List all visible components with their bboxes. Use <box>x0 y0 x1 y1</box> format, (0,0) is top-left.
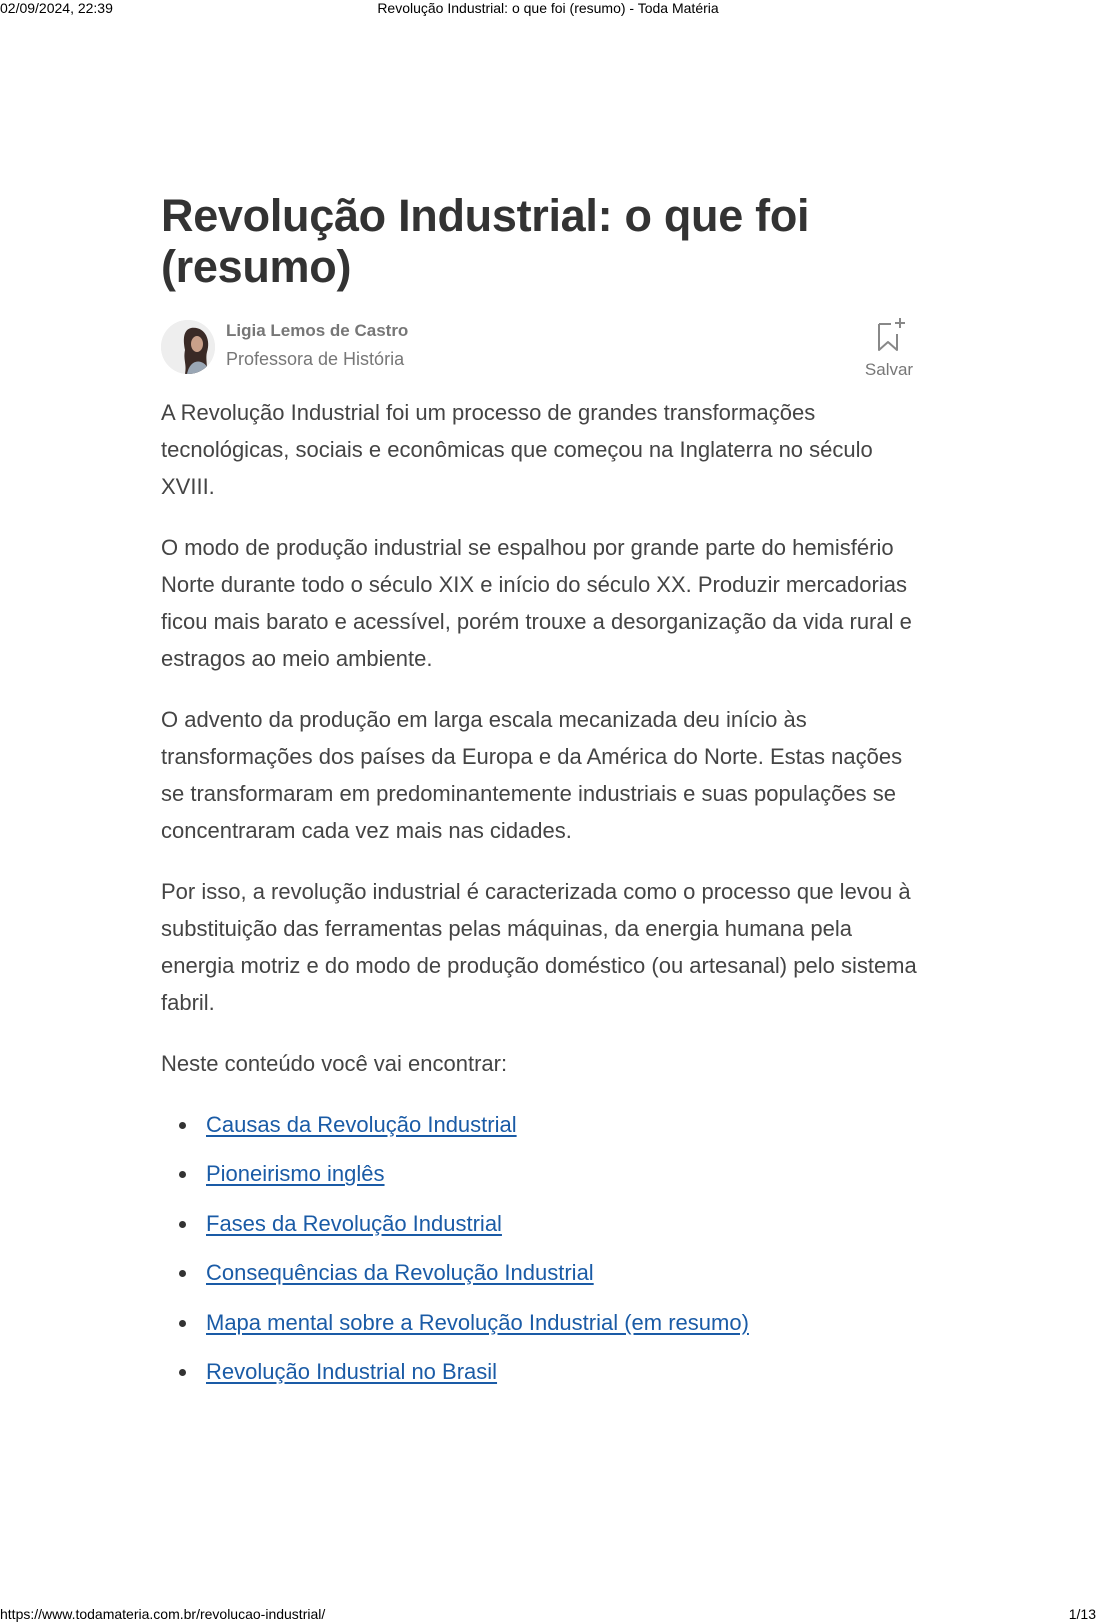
paragraph-2: O modo de produção industrial se espalhou por grande parte do hemisfério Norte durante todo o século XIX e início do século XX. Produzir mercadorias ficou mais barato e acessível, porém trouxe a desorganização da vida rural e estragos ao meio ambiente. <box>161 535 912 671</box>
toc-item <box>161 1155 921 1204</box>
toc-item <box>161 1254 921 1303</box>
print-datetime: 02/09/2024, 22:39 <box>0 0 113 16</box>
toc-link-causas[interactable]: Causas da Revolução Industrial <box>206 1112 517 1137</box>
article <box>161 190 921 1402</box>
bookmark-add-icon <box>857 314 921 354</box>
toc-item <box>161 1353 921 1402</box>
page-title-line-2: (resumo) <box>161 241 352 292</box>
avatar[interactable] <box>161 320 215 374</box>
toc-item <box>161 1106 921 1155</box>
toc-item <box>161 1304 921 1353</box>
author-info <box>226 320 408 372</box>
bullet-icon <box>179 1320 186 1327</box>
save-label: Salvar <box>864 360 914 379</box>
print-doc-title: Revolução Industrial: o que foi (resumo) - Toda Matéria <box>377 0 719 16</box>
toc-link-consequencias[interactable]: Consequências da Revolução Industrial <box>206 1260 594 1286</box>
author-role: Professora de História <box>226 349 405 369</box>
toc-link-fases[interactable]: Fases da Revolução Industrial <box>206 1210 502 1236</box>
bullet-icon <box>179 1369 186 1376</box>
print-footer <box>0 1604 1096 1624</box>
paragraph-intro: A Revolução Industrial foi um processo de grandes transformações tecnológicas, sociais e econômicas que começou na Inglaterra no século XVIII. <box>161 400 873 499</box>
author-name[interactable]: Ligia Lemos de Castro <box>226 321 409 340</box>
author-row <box>161 314 921 384</box>
bullet-icon <box>179 1221 186 1228</box>
toc-item <box>161 1205 921 1254</box>
toc-link-pioneirismo[interactable]: Pioneirismo inglês <box>206 1161 385 1187</box>
article-body <box>161 394 921 1082</box>
table-of-contents <box>161 1106 921 1402</box>
save-button[interactable] <box>857 314 921 380</box>
paragraph-3: O advento da produção em larga escala mecanizada deu início às transformações dos países da Europa e da América do Norte. Estas nações se transformaram em predominantemente industriais e suas populações se concentraram cada vez mais nas cidades. <box>161 707 903 843</box>
print-url: https://www.todamateria.com.br/revolucao-industrial/ <box>0 1606 326 1622</box>
bullet-icon <box>179 1171 186 1178</box>
page-title <box>161 190 921 292</box>
print-header <box>0 0 1096 20</box>
toc-link-mapa-mental[interactable]: Mapa mental sobre a Revolução Industrial (em resumo) <box>206 1309 749 1335</box>
toc-link-brasil[interactable]: Revolução Industrial no Brasil <box>206 1358 498 1384</box>
print-page-number: 1/13 <box>1068 1606 1096 1622</box>
bullet-icon <box>179 1270 186 1277</box>
paragraph-4: Por isso, a revolução industrial é caracterizada como o processo que levou à substituição das ferramentas pelas máquinas, da energia humana pela energia motriz e do modo de produção doméstico (ou artesanal) pelo sistema fabril. <box>161 879 917 1015</box>
page-title-line-1: Revolução Industrial: o que foi <box>161 190 810 241</box>
bullet-icon <box>179 1122 186 1129</box>
toc-intro: Neste conteúdo você vai encontrar: <box>161 1051 508 1076</box>
